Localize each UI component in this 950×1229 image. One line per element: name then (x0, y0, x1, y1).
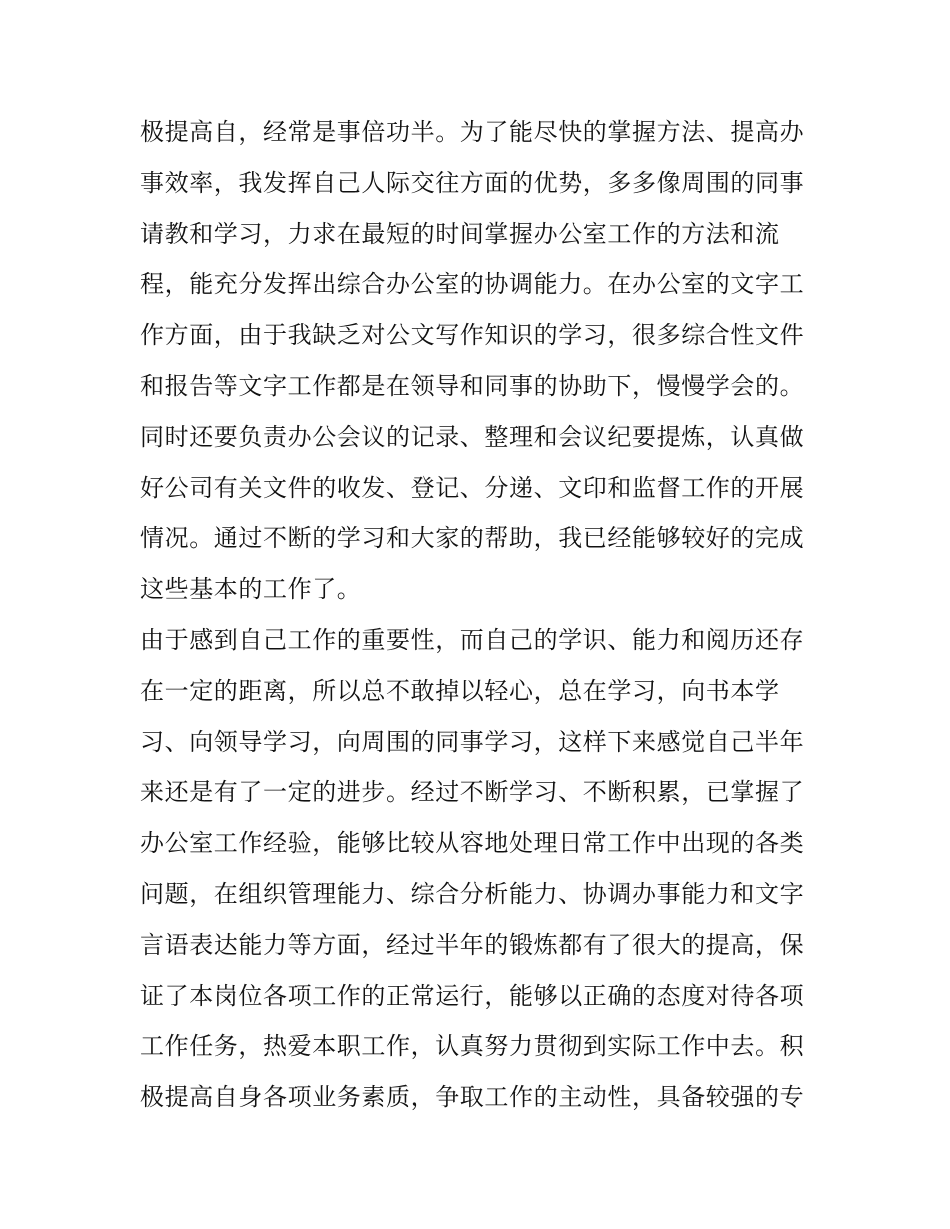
text-line-20: 极提高自身各项业务素质，争取工作的主动性，具备较强的专 (140, 1083, 805, 1112)
text-line-4: 程，能充分发挥出综合办公室的协调能力。在办公室的文字工 (140, 270, 805, 299)
text-line-10: 这些基本的工作了。 (140, 575, 362, 604)
text-line-12: 在一定的距离，所以总不敢掉以轻心，总在学习，向书本学 (140, 676, 780, 705)
text-line-7: 同时还要负责办公会议的记录、整理和会议纪要提炼，认真做 (140, 422, 805, 451)
text-line-17: 言语表达能力等方面，经过半年的锻炼都有了很大的提高，保 (140, 930, 805, 959)
text-line-15: 办公室工作经验，能够比较从容地处理日常工作中出现的各类 (140, 829, 805, 858)
text-line-9: 情况。通过不断的学习和大家的帮助，我已经能够较好的完成 (140, 524, 805, 553)
text-line-11: 由于感到自己工作的重要性，而自己的学识、能力和阅历还存 (140, 625, 805, 654)
text-line-3: 请教和学习，力求在最短的时间掌握办公室工作的方法和流 (140, 219, 780, 248)
body-text (140, 107, 820, 1123)
text-line-16: 问题，在组织管理能力、综合分析能力、协调办事能力和文字 (140, 879, 805, 908)
text-line-14: 来还是有了一定的进步。经过不断学习、不断积累，已掌握了 (140, 778, 805, 807)
text-line-8: 好公司有关文件的收发、登记、分递、文印和监督工作的开展 (140, 473, 805, 502)
text-line-13: 习、向领导学习，向周围的同事学习，这样下来感觉自己半年 (140, 727, 805, 756)
text-line-18: 证了本岗位各项工作的正常运行，能够以正确的态度对待各项 (140, 981, 805, 1010)
text-line-19: 工作任务，热爱本职工作，认真努力贯彻到实际工作中去。积 (140, 1032, 805, 1061)
text-line-6: 和报告等文字工作都是在领导和同事的协助下，慢慢学会的。 (140, 371, 805, 400)
text-line-5: 作方面，由于我缺乏对公文写作知识的学习，很多综合性文件 (140, 321, 805, 350)
text-line-1: 极提高自，经常是事倍功半。为了能尽快的掌握方法、提高办 (140, 118, 805, 146)
text-line-2: 事效率，我发挥自己人际交往方面的优势，多多像周围的同事 (140, 168, 805, 197)
